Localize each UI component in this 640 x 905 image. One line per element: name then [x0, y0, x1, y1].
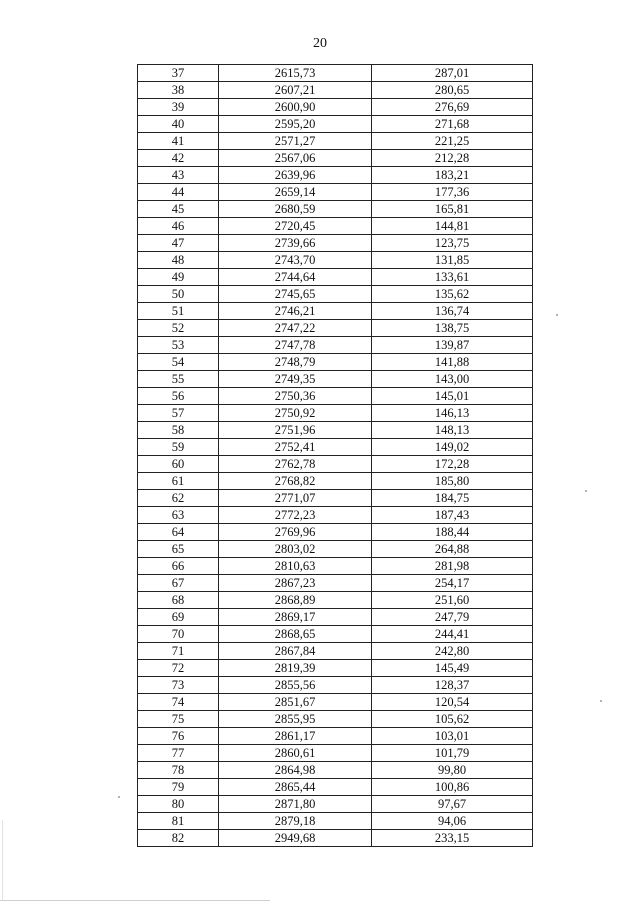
x-coordinate-cell: 2772,23 — [219, 507, 372, 524]
x-coordinate-cell: 2745,65 — [219, 286, 372, 303]
table-row — [138, 592, 533, 609]
point-number-cell: 51 — [138, 303, 219, 320]
x-coordinate-cell: 2819,39 — [219, 660, 372, 677]
y-coordinate-cell: 165,81 — [372, 201, 533, 218]
x-coordinate-cell: 2855,95 — [219, 711, 372, 728]
point-number-cell: 74 — [138, 694, 219, 711]
point-number-cell: 62 — [138, 490, 219, 507]
x-coordinate-cell: 2659,14 — [219, 184, 372, 201]
table-row — [138, 303, 533, 320]
table-row — [138, 82, 533, 99]
x-coordinate-cell: 2747,22 — [219, 320, 372, 337]
table-body — [138, 65, 533, 847]
table-row — [138, 184, 533, 201]
table-row — [138, 252, 533, 269]
y-coordinate-cell: 254,17 — [372, 575, 533, 592]
y-coordinate-cell: 149,02 — [372, 439, 533, 456]
y-coordinate-cell: 177,36 — [372, 184, 533, 201]
point-number-cell: 55 — [138, 371, 219, 388]
table-row — [138, 150, 533, 167]
point-number-cell: 45 — [138, 201, 219, 218]
x-coordinate-cell: 2639,96 — [219, 167, 372, 184]
point-number-cell: 76 — [138, 728, 219, 745]
point-number-cell: 61 — [138, 473, 219, 490]
x-coordinate-cell: 2720,45 — [219, 218, 372, 235]
x-coordinate-cell: 2868,65 — [219, 626, 372, 643]
y-coordinate-cell: 143,00 — [372, 371, 533, 388]
point-number-cell: 39 — [138, 99, 219, 116]
x-coordinate-cell: 2855,56 — [219, 677, 372, 694]
y-coordinate-cell: 280,65 — [372, 82, 533, 99]
table-row — [138, 643, 533, 660]
point-number-cell: 65 — [138, 541, 219, 558]
x-coordinate-cell: 2751,96 — [219, 422, 372, 439]
x-coordinate-cell: 2750,92 — [219, 405, 372, 422]
point-number-cell: 48 — [138, 252, 219, 269]
y-coordinate-cell: 287,01 — [372, 65, 533, 82]
y-coordinate-cell: 100,86 — [372, 779, 533, 796]
y-coordinate-cell: 135,62 — [372, 286, 533, 303]
page-number: 20 — [313, 36, 327, 51]
x-coordinate-cell: 2680,59 — [219, 201, 372, 218]
x-coordinate-cell: 2567,06 — [219, 150, 372, 167]
y-coordinate-cell: 138,75 — [372, 320, 533, 337]
y-coordinate-cell: 101,79 — [372, 745, 533, 762]
table-row — [138, 65, 533, 82]
x-coordinate-cell: 2879,18 — [219, 813, 372, 830]
point-number-cell: 71 — [138, 643, 219, 660]
point-number-cell: 60 — [138, 456, 219, 473]
point-number-cell: 49 — [138, 269, 219, 286]
x-coordinate-cell: 2860,61 — [219, 745, 372, 762]
x-coordinate-cell: 2746,21 — [219, 303, 372, 320]
point-number-cell: 73 — [138, 677, 219, 694]
x-coordinate-cell: 2868,89 — [219, 592, 372, 609]
table-row — [138, 286, 533, 303]
table-row — [138, 830, 533, 847]
point-number-cell: 81 — [138, 813, 219, 830]
point-number-cell: 56 — [138, 388, 219, 405]
x-coordinate-cell: 2810,63 — [219, 558, 372, 575]
x-coordinate-cell: 2752,41 — [219, 439, 372, 456]
point-number-cell: 68 — [138, 592, 219, 609]
y-coordinate-cell: 251,60 — [372, 592, 533, 609]
table-row — [138, 422, 533, 439]
scan-speck — [600, 700, 602, 702]
x-coordinate-cell: 2867,84 — [219, 643, 372, 660]
y-coordinate-cell: 271,68 — [372, 116, 533, 133]
y-coordinate-cell: 145,49 — [372, 660, 533, 677]
x-coordinate-cell: 2769,96 — [219, 524, 372, 541]
point-number-cell: 41 — [138, 133, 219, 150]
point-number-cell: 44 — [138, 184, 219, 201]
scan-bottom-rule — [0, 900, 270, 901]
point-number-cell: 79 — [138, 779, 219, 796]
table-row — [138, 490, 533, 507]
table-row — [138, 796, 533, 813]
table-row — [138, 541, 533, 558]
point-number-cell: 80 — [138, 796, 219, 813]
y-coordinate-cell: 242,80 — [372, 643, 533, 660]
y-coordinate-cell: 233,15 — [372, 830, 533, 847]
x-coordinate-cell: 2867,23 — [219, 575, 372, 592]
point-number-cell: 75 — [138, 711, 219, 728]
y-coordinate-cell: 148,13 — [372, 422, 533, 439]
table-row — [138, 728, 533, 745]
point-number-cell: 43 — [138, 167, 219, 184]
table-row — [138, 337, 533, 354]
table-row — [138, 405, 533, 422]
table-row — [138, 507, 533, 524]
y-coordinate-cell: 244,41 — [372, 626, 533, 643]
y-coordinate-cell: 183,21 — [372, 167, 533, 184]
y-coordinate-cell: 144,81 — [372, 218, 533, 235]
table-row — [138, 677, 533, 694]
y-coordinate-cell: 145,01 — [372, 388, 533, 405]
x-coordinate-cell: 2607,21 — [219, 82, 372, 99]
x-coordinate-cell: 2595,20 — [219, 116, 372, 133]
y-coordinate-cell: 120,54 — [372, 694, 533, 711]
table-row — [138, 235, 533, 252]
table-row — [138, 575, 533, 592]
y-coordinate-cell: 276,69 — [372, 99, 533, 116]
table-row — [138, 626, 533, 643]
point-number-cell: 42 — [138, 150, 219, 167]
y-coordinate-cell: 187,43 — [372, 507, 533, 524]
table-row — [138, 320, 533, 337]
point-number-cell: 66 — [138, 558, 219, 575]
scan-speck — [118, 796, 120, 798]
point-number-cell: 82 — [138, 830, 219, 847]
x-coordinate-cell: 2851,67 — [219, 694, 372, 711]
scan-margin-line — [2, 820, 3, 900]
table-row — [138, 524, 533, 541]
x-coordinate-cell: 2865,44 — [219, 779, 372, 796]
y-coordinate-cell: 185,80 — [372, 473, 533, 490]
table-row — [138, 456, 533, 473]
y-coordinate-cell: 146,13 — [372, 405, 533, 422]
y-coordinate-cell: 94,06 — [372, 813, 533, 830]
y-coordinate-cell: 281,98 — [372, 558, 533, 575]
point-number-cell: 77 — [138, 745, 219, 762]
x-coordinate-cell: 2869,17 — [219, 609, 372, 626]
point-number-cell: 63 — [138, 507, 219, 524]
y-coordinate-cell: 103,01 — [372, 728, 533, 745]
y-coordinate-cell: 188,44 — [372, 524, 533, 541]
point-number-cell: 40 — [138, 116, 219, 133]
point-number-cell: 57 — [138, 405, 219, 422]
y-coordinate-cell: 221,25 — [372, 133, 533, 150]
point-number-cell: 47 — [138, 235, 219, 252]
x-coordinate-cell: 2768,82 — [219, 473, 372, 490]
y-coordinate-cell: 128,37 — [372, 677, 533, 694]
y-coordinate-cell: 136,74 — [372, 303, 533, 320]
y-coordinate-cell: 172,28 — [372, 456, 533, 473]
table-row — [138, 167, 533, 184]
table-row — [138, 694, 533, 711]
table-row — [138, 269, 533, 286]
x-coordinate-cell: 2743,70 — [219, 252, 372, 269]
table-row — [138, 133, 533, 150]
table-row — [138, 813, 533, 830]
scan-speck — [585, 490, 587, 492]
point-number-cell: 69 — [138, 609, 219, 626]
x-coordinate-cell: 2748,79 — [219, 354, 372, 371]
point-number-cell: 78 — [138, 762, 219, 779]
table-row — [138, 99, 533, 116]
y-coordinate-cell: 123,75 — [372, 235, 533, 252]
x-coordinate-cell: 2600,90 — [219, 99, 372, 116]
table-row — [138, 745, 533, 762]
scan-speck — [556, 314, 558, 316]
x-coordinate-cell: 2749,35 — [219, 371, 372, 388]
table-row — [138, 779, 533, 796]
table-row — [138, 201, 533, 218]
table-row — [138, 609, 533, 626]
table-row — [138, 371, 533, 388]
y-coordinate-cell: 247,79 — [372, 609, 533, 626]
point-number-cell: 72 — [138, 660, 219, 677]
point-number-cell: 64 — [138, 524, 219, 541]
coordinates-table — [137, 64, 533, 847]
y-coordinate-cell: 131,85 — [372, 252, 533, 269]
point-number-cell: 54 — [138, 354, 219, 371]
table-row — [138, 711, 533, 728]
table-row — [138, 473, 533, 490]
point-number-cell: 50 — [138, 286, 219, 303]
table-row — [138, 439, 533, 456]
point-number-cell: 58 — [138, 422, 219, 439]
y-coordinate-cell: 212,28 — [372, 150, 533, 167]
y-coordinate-cell: 99,80 — [372, 762, 533, 779]
x-coordinate-cell: 2771,07 — [219, 490, 372, 507]
x-coordinate-cell: 2861,17 — [219, 728, 372, 745]
x-coordinate-cell: 2750,36 — [219, 388, 372, 405]
x-coordinate-cell: 2744,64 — [219, 269, 372, 286]
x-coordinate-cell: 2747,78 — [219, 337, 372, 354]
x-coordinate-cell: 2739,66 — [219, 235, 372, 252]
y-coordinate-cell: 141,88 — [372, 354, 533, 371]
x-coordinate-cell: 2762,78 — [219, 456, 372, 473]
point-number-cell: 67 — [138, 575, 219, 592]
y-coordinate-cell: 184,75 — [372, 490, 533, 507]
point-number-cell: 53 — [138, 337, 219, 354]
table-row — [138, 660, 533, 677]
x-coordinate-cell: 2615,73 — [219, 65, 372, 82]
table-row — [138, 116, 533, 133]
point-number-cell: 59 — [138, 439, 219, 456]
point-number-cell: 52 — [138, 320, 219, 337]
x-coordinate-cell: 2571,27 — [219, 133, 372, 150]
table-row — [138, 762, 533, 779]
y-coordinate-cell: 97,67 — [372, 796, 533, 813]
point-number-cell: 38 — [138, 82, 219, 99]
point-number-cell: 46 — [138, 218, 219, 235]
x-coordinate-cell: 2803,02 — [219, 541, 372, 558]
table-row — [138, 388, 533, 405]
x-coordinate-cell: 2871,80 — [219, 796, 372, 813]
point-number-cell: 37 — [138, 65, 219, 82]
table-row — [138, 218, 533, 235]
x-coordinate-cell: 2949,68 — [219, 830, 372, 847]
y-coordinate-cell: 133,61 — [372, 269, 533, 286]
x-coordinate-cell: 2864,98 — [219, 762, 372, 779]
table-row — [138, 354, 533, 371]
point-number-cell: 70 — [138, 626, 219, 643]
table-row — [138, 558, 533, 575]
y-coordinate-cell: 105,62 — [372, 711, 533, 728]
y-coordinate-cell: 139,87 — [372, 337, 533, 354]
y-coordinate-cell: 264,88 — [372, 541, 533, 558]
